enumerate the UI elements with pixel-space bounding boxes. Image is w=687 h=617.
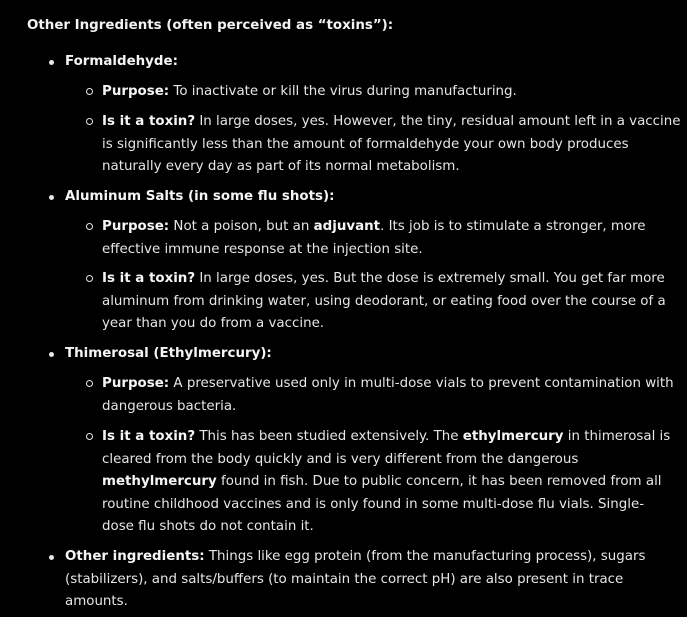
sub-item-label: Is it a toxin?	[102, 429, 196, 444]
item-title: Other ingredients:	[65, 549, 205, 564]
item-text: (stabilizers), and salts/buffers (to maintain the correct pH) are also present in trace	[65, 571, 624, 587]
sub-item-label: Is it a toxin?	[102, 114, 196, 129]
list-item-other-ingredients	[65, 546, 665, 614]
sub-item-text: dose flu shots do not contain it.	[102, 519, 314, 534]
sub-item-label: Purpose:	[102, 84, 170, 99]
list-item-formaldehyde	[65, 51, 665, 74]
sub-item-text: cleared from the body quickly and is very different from the dangerous	[102, 451, 579, 467]
list-item-aluminum-salts	[65, 186, 665, 209]
sub-item-formaldehyde-purpose	[102, 81, 667, 104]
section-heading: Other Ingredients (often perceived as “toxins”):	[27, 18, 394, 33]
list-item-thimerosal	[65, 343, 665, 366]
item-text: Things like egg protein (from the manufacturing process), sugars	[208, 549, 646, 564]
sub-item-text: found in fish. Due to public concern, it has been removed from all	[221, 474, 662, 489]
sub-item-text: naturally every day as part of its normal metabolism.	[102, 159, 460, 174]
sub-item-formaldehyde-toxin	[102, 111, 681, 179]
sub-item-label: Purpose:	[102, 376, 170, 391]
term-adjuvant: adjuvant	[313, 219, 381, 234]
sub-item-text: routine childhood vaccines and is only found in some multi-dose flu vials. Single-	[102, 496, 645, 512]
sub-item-text: A preservative used only in multi-dose vials to prevent contamination with	[173, 376, 674, 391]
sub-item-text: This has been studied extensively. The	[199, 429, 459, 444]
item-title: Thimerosal (Ethylmercury):	[65, 346, 272, 361]
item-text: amounts.	[65, 594, 128, 609]
sub-item-text: dangerous bacteria.	[102, 398, 237, 414]
sub-item-text: is significantly less than the amount of formaldehyde your own body produces	[102, 136, 629, 152]
sub-item-text: . Its job is to stimulate a stronger, more	[380, 219, 646, 234]
sub-item-aluminum-toxin	[102, 268, 667, 336]
sub-item-text: In large doses, yes. However, the tiny, residual amount left in a vaccine	[199, 114, 681, 129]
sub-item-text: Not a poison, but an	[173, 219, 310, 234]
sub-item-text: In large doses, yes. But the dose is extremely small. You get far more	[199, 271, 665, 286]
sub-item-label: Purpose:	[102, 219, 170, 234]
sub-item-label: Is it a toxin?	[102, 271, 196, 286]
sub-item-text: year than you do from a vaccine.	[102, 316, 325, 331]
item-title: Aluminum Salts (in some flu shots):	[65, 189, 335, 204]
item-title: Formaldehyde:	[65, 54, 178, 69]
sub-item-aluminum-purpose	[102, 216, 667, 261]
sub-item-text: effective immune response at the injection site.	[102, 241, 423, 257]
sub-item-thimerosal-purpose	[102, 373, 674, 418]
sub-item-text: To inactivate or kill the virus during manufacturing.	[173, 84, 517, 99]
sub-item-thimerosal-toxin	[102, 426, 671, 539]
term-ethylmercury: ethylmercury	[462, 429, 564, 444]
sub-item-text: aluminum from drinking water, using deodorant, or eating food over the course of a	[102, 293, 666, 309]
sub-item-text: in thimerosal is	[567, 429, 671, 444]
term-methylmercury: methylmercury	[102, 474, 217, 489]
